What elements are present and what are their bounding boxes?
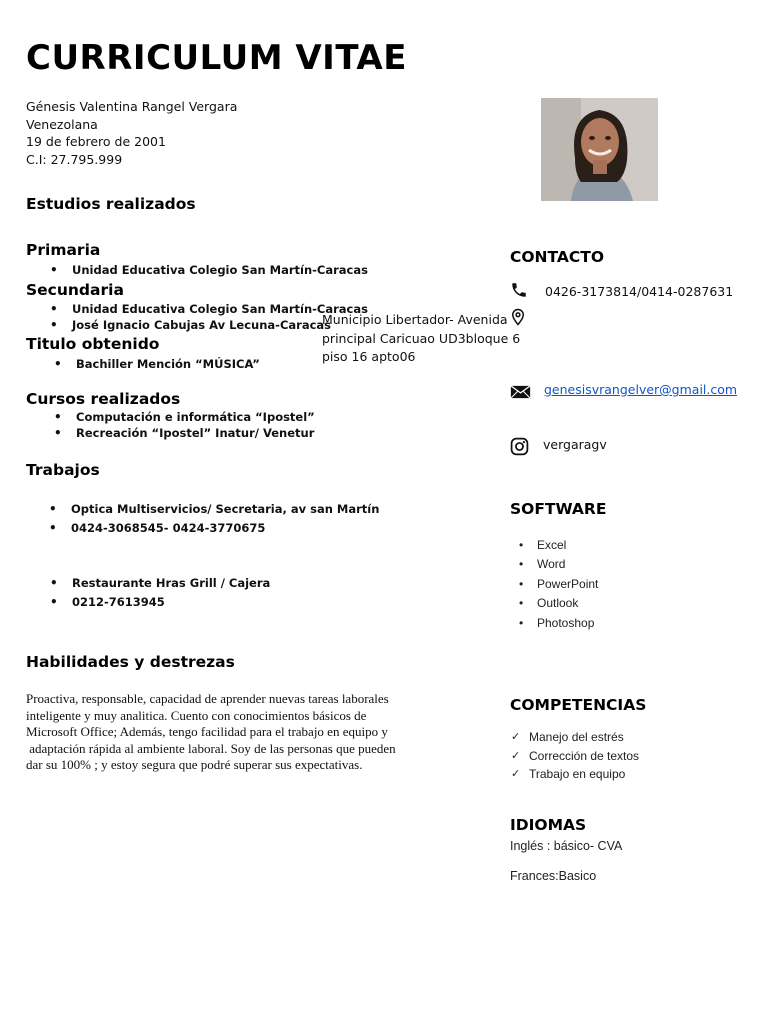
birthdate: 19 de febrero de 2001 [26,134,166,149]
skills-line: inteligente y muy analitica. Cuento con conocimientos básicos de [26,707,367,723]
list-item: • Unidad Educativa Colegio San Martín-Caracas [72,262,368,278]
studies-heading: Estudios realizados [26,195,196,213]
competencias-list [529,728,639,784]
phone-number: 0426-3173814/0414-0287631 [545,284,734,299]
list-item: • Photoshop [537,614,598,633]
list-item: • Bachiller Mención “MÚSICA” [76,356,260,372]
personal-info [26,98,237,168]
list-item: • PowerPoint [537,575,598,594]
list-item: ✓ Corrección de textos [529,747,639,766]
list-item: • Outlook [537,594,598,613]
language-french: Frances:Basico [510,869,597,883]
jobs-list-2 [72,574,270,612]
list-item: • 0212-7613945 [72,593,270,612]
primaria-heading: Primaria [26,241,101,259]
list-item: • 0424-3068545- 0424-3770675 [71,519,379,538]
idiomas-heading: IDIOMAS [510,816,587,834]
phone-icon [510,281,528,299]
list-item: • Recreación “Ipostel” Inatur/ Venetur [76,425,315,441]
email-link[interactable]: genesisvrangelver@gmail.com [544,382,738,397]
skills-line: Microsoft Office; Además, tengo facilidad para el trabajo en equipo y [26,724,388,740]
nationality: Venezolana [26,116,98,132]
address-line: Municipio Libertador- Avenida [322,312,508,327]
list-item: • Unidad Educativa Colegio San Martín-Caracas [72,301,368,317]
list-item: • Excel [537,536,598,555]
titulo-heading: Titulo obtenido [26,335,160,353]
list-item: • Word [537,555,598,574]
courses-heading: Cursos realizados [26,390,181,408]
list-item: • José Ignacio Cabujas Av Lecuna-Caracas [72,317,368,333]
skills-line: Proactiva, responsable, capacidad de aprender nuevas tareas laborales [26,691,389,706]
id-number: C.I: 27.795.999 [26,151,123,167]
address-line: principal Caricuao UD3bloque 6 [322,330,521,346]
competencias-heading: COMPETENCIAS [510,696,647,714]
list-item: • Computación e informática “Ipostel” [76,409,315,425]
address-line: piso 16 apto06 [322,349,416,364]
software-heading: SOFTWARE [510,500,607,518]
skills-heading: Habilidades y destrezas [26,653,235,671]
jobs-heading: Trabajos [26,461,100,479]
jobs-list-1 [71,500,379,538]
language-english: Inglés : básico- CVA [510,839,623,853]
secundaria-heading: Secundaria [26,281,124,299]
list-item: ✓ Trabajo en equipo [529,765,639,784]
courses-list [76,409,315,441]
skills-paragraph [26,691,446,774]
list-item: • Restaurante Hras Grill / Cajera [72,574,270,593]
skills-line: adaptación rápida al ambiente laboral. Soy de las personas que pueden [26,740,396,756]
software-list [537,536,598,633]
page-title: CURRICULUM VITAE [26,38,407,78]
instagram-handle: vergaragv [543,437,607,452]
primaria-list [72,262,368,278]
titulo-list [76,356,260,372]
list-item: ✓ Manejo del estrés [529,728,639,747]
instagram-icon [510,437,528,455]
full-name: Génesis Valentina Rangel Vergara [26,99,238,114]
profile-photo [541,98,658,201]
address [322,311,527,367]
location-pin-icon [509,308,527,326]
skills-line: dar su 100% ; y estoy segura que podré superar sus expectativas. [26,757,363,773]
envelope-icon [510,383,531,401]
list-item: • Optica Multiservicios/ Secretaria, av san Martín [71,500,379,519]
contact-heading: CONTACTO [510,248,605,266]
